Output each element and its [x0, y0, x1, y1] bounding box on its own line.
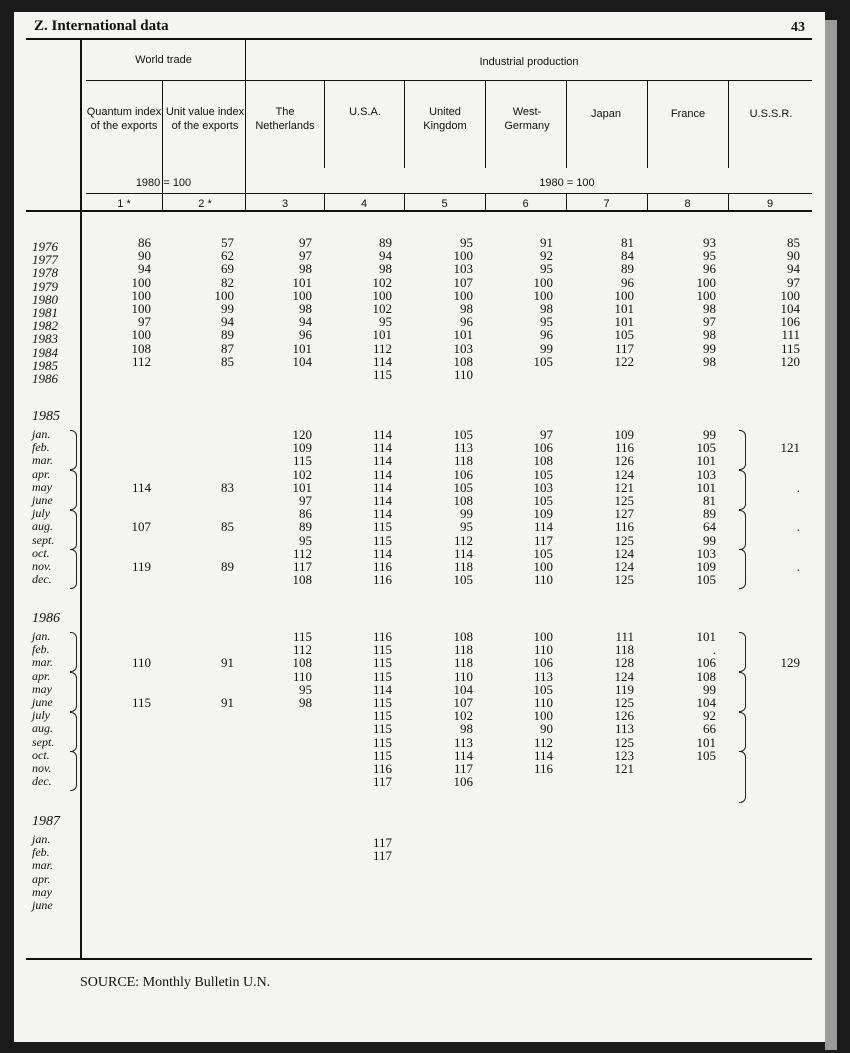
col-number-4: 4 [360, 198, 368, 210]
quarter-brace [70, 430, 77, 470]
quarter-brace [739, 470, 746, 510]
m1985-uk: 105 113 118 106 105 108 99 95 112 114 118 105 [453, 427, 473, 588]
annual-japan: 81 84 89 96 100 101 101 105 117 122 [614, 235, 634, 369]
m1985-usa: 114 114 114 114 114 114 114 115 115 114 116 116 [372, 427, 392, 588]
annual-west-germany: 91 92 95 100 100 98 95 96 99 105 [533, 235, 553, 369]
m1985-ussr: 121 . . . [780, 440, 800, 575]
m1985-netherlands: 120 109 115 102 101 97 86 89 95 112 117 108 [292, 427, 312, 588]
col-number-1: 1 * [117, 198, 131, 210]
m1985-west-germany: 97 106 108 105 103 105 109 114 117 105 100 110 [533, 427, 553, 588]
m1986-west-germany: 100 110 106 113 105 110 100 90 112 114 116 [533, 629, 553, 777]
col-divider [728, 80, 729, 168]
col-divider [566, 80, 567, 168]
annual-uk: 95 100 103 107 100 98 96 101 103 108 110 [453, 235, 473, 383]
annual-usa: 89 94 98 102 100 102 95 101 112 114 115 [372, 235, 392, 383]
quarter-brace [739, 549, 746, 589]
m1986-france: 101 . 106 108 99 104 92 66 101 105 [696, 629, 716, 763]
months-1985: jan. feb. mar. apr. may june july aug. sept. oct. nov. dec. [32, 427, 55, 587]
col-divider [485, 80, 486, 168]
m1985-quantum: 114 107 119 [131, 479, 151, 575]
source-note: SOURCE: Monthly Bulletin U.N. [80, 975, 271, 990]
quarter-brace [70, 632, 77, 672]
months-1986: jan. feb. mar. apr. may june july aug. sept. oct. nov. dec. [32, 629, 55, 789]
annual-unit-value: 57 62 69 82 100 99 94 89 87 85 [214, 235, 234, 369]
col-number-9: 9 [766, 198, 774, 210]
annual-netherlands: 97 97 98 101 100 98 94 96 101 104 [292, 235, 312, 369]
rule-groups [86, 80, 812, 81]
m1985-france: 99 105 101 103 101 81 89 64 99 103 109 105 [696, 427, 716, 588]
col-header-france: France [670, 108, 706, 120]
annual-quantum: 86 90 94 100 100 100 97 100 108 112 [131, 235, 151, 369]
top-rule [26, 38, 812, 40]
col-header-uk: United Kingdom [423, 106, 467, 132]
group-world-trade: World trade [135, 54, 192, 66]
m1986-japan: 111 118 128 124 119 125 126 113 125 123 121 [614, 629, 634, 777]
col-header-west-germany: West-Germany [504, 106, 550, 132]
quarter-brace [739, 632, 746, 672]
m1985-unit-value: 83 85 89 [221, 479, 234, 575]
quarter-brace [739, 510, 746, 550]
quarter-brace [70, 672, 77, 712]
col-number-2: 2 * [198, 198, 212, 210]
quarter-brace [70, 510, 77, 550]
annual-france: 93 95 96 100 100 98 97 98 99 98 [696, 235, 716, 369]
quarter-brace [739, 430, 746, 470]
bottom-rule [26, 958, 812, 960]
col-header-unit-value: Unit value index of the exports [165, 106, 245, 132]
col-header-quantum: Quantum index of the exports [86, 106, 162, 132]
base-year-trade: 1980 = 100 [135, 177, 192, 189]
col-number-5: 5 [441, 198, 448, 210]
year-1985: 1985 [32, 409, 60, 424]
m1986-uk: 108 118 118 110 104 107 102 98 113 114 117 106 [453, 629, 473, 790]
col-header-japan: Japan [591, 108, 621, 120]
quarter-brace [70, 470, 77, 510]
base-year-industrial: 1980 = 100 [539, 177, 595, 189]
quarter-brace [70, 712, 77, 752]
rule-base [86, 193, 812, 194]
page-edge [825, 20, 837, 1050]
page [14, 12, 825, 1042]
section-title: Z. International data [34, 18, 169, 34]
quarter-brace [70, 549, 77, 589]
col-header-usa: U.S.A. [349, 106, 381, 118]
m1986-quantum: 110 115 [131, 655, 151, 710]
quarter-brace [739, 672, 746, 712]
m1986-netherlands: 115 112 108 110 95 98 [292, 629, 312, 711]
m1985-japan: 109 116 126 124 121 125 127 116 125 124 124 125 [614, 427, 634, 588]
months-1987: jan. feb. mar. apr. may june [32, 832, 54, 913]
year-1987: 1987 [32, 814, 60, 829]
col-header-ussr: U.S.S.R. [749, 108, 793, 120]
quarter-brace [70, 751, 77, 791]
m1987-usa: 117 117 [372, 835, 392, 864]
quarter-brace [739, 712, 746, 752]
annual-year-labels: 1976 1977 1978 1979 1980 1981 1982 1983 1984 1985 1986 [32, 239, 58, 387]
year-1986: 1986 [32, 611, 60, 626]
col-number-7: 7 [603, 198, 610, 210]
quarter-brace [739, 751, 746, 803]
group-industrial-production: Industrial production [479, 56, 579, 68]
col-divider [404, 80, 405, 168]
page-number: 43 [791, 20, 805, 35]
annual-ussr: 85 90 94 97 100 104 106 111 115 120 [780, 235, 800, 369]
col-divider [324, 80, 325, 168]
m1986-unit-value: 91 91 [221, 655, 234, 710]
col-divider [647, 80, 648, 168]
col-divider [162, 80, 163, 210]
col-header-netherlands: The Netherlands [255, 106, 315, 132]
col-number-3: 3 [281, 198, 289, 210]
col-number-6: 6 [522, 198, 529, 210]
m1986-ussr: 129 [780, 655, 800, 671]
col-number-8: 8 [684, 198, 691, 210]
m1986-usa: 116 115 115 115 114 115 115 115 115 115 116 117 [372, 629, 392, 790]
